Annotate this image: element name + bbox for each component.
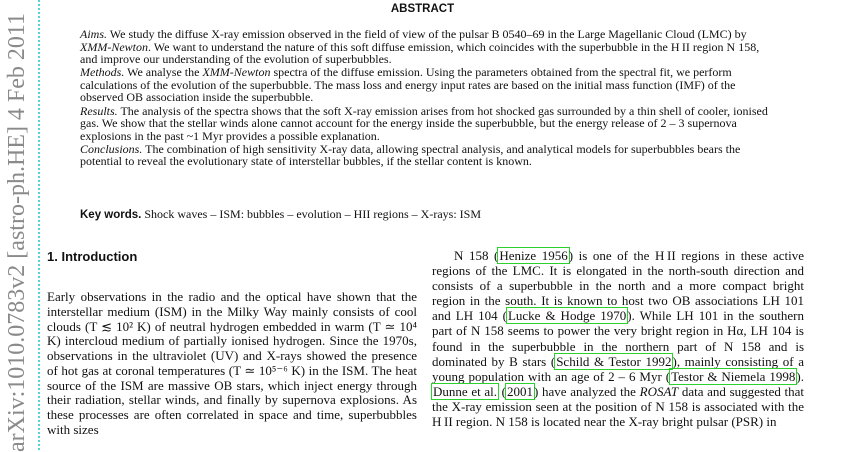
methods-text-2: spectra of the diffuse emission. Using the parameters obtained from the spectral fit, we perform calculations of the evolution of the superbubble. The mass loss and energy input rates are based on the initial mass function (IMF) of the observed OB association inside the superbubble. <box>80 65 736 105</box>
arxiv-id: arXiv:1010.0783v2 [astro-ph.HE] 4 Feb 2011 <box>4 12 30 452</box>
aims-label: Aims. <box>80 27 107 41</box>
abstract-body <box>80 28 770 169</box>
abstract-title: ABSTRACT <box>390 3 455 15</box>
citation-schild-testor-1992[interactable]: Schild & Testor 1992 <box>556 353 672 369</box>
citation-dunne-et-al[interactable]: Dunne et al. <box>433 383 498 399</box>
text-run: data and suggested that the X-ray emission seen at the position of N 158 is associated with the H II region. N 158 is located near the X-ray bright pulsar (PSR) in <box>432 383 805 430</box>
conclusions-text: The combination of high sensitivity X-ray data, allowing spectral analysis, and analytical models for superbubbles bears the potential to reveal the evolutionary state of interstellar bubbles, if the stellar content is known. <box>80 141 741 169</box>
intro-paragraph-1: Early observations in the radio and the optical have shown that the interstellar medium (ISM) in the Milky Way mainly consists of cool clouds (T ≲ 10² K) of neutral hydrogen embedded in warm (T ≃ 10⁴ K) intercloud medium of partially ionised hydrogen. Since the 1970s, observations in the ultraviolet (UV) and X-rays showed the presence of hot gas at coronal temperatures (T ≃ 10⁵⁻⁶ K) in the ISM. The heat source of the ISM are massive OB stars, which inject energy through their radiation, stellar winds, and finally by supernova explosions. As these processes are often correlated in space and time, superbubbles with sizes <box>47 289 417 437</box>
text-run: ), mainly consisting of a young population with an age of 2 – 6 Myr ( <box>432 353 804 384</box>
text-run: ). <box>796 368 804 384</box>
abstract-conclusions <box>80 143 770 168</box>
aims-telescope: XMM-Newton <box>80 39 148 54</box>
citation-henize-1956[interactable]: Henize 1956 <box>499 248 568 263</box>
aims-text: We study the diffuse X-ray emission observed in the field of view of the pulsar B 0540–69 in the Large Magellanic Cloud (LMC) by <box>107 27 747 41</box>
citation-lucke-hodge-1970[interactable]: Lucke & Hodge 1970 <box>507 308 627 324</box>
abstract-aims <box>80 28 770 66</box>
abstract-methods <box>80 66 770 104</box>
text-run: ( <box>498 383 507 399</box>
results-text: The analysis of the spectra shows that the soft X-ray emission arises from hot shocked gas surrounded by a thin shell of cooler, ionised gas. We show that the stellar winds alone cannot account for the energy inside the superbubble, but the energy release of 2 – 3 supernova explosions in the past ~1 Myr provides a possible explanation. <box>80 103 768 143</box>
methods-telescope: XMM-Newton <box>202 65 271 80</box>
conclusions-label: Conclusions. <box>80 141 143 156</box>
rosat-name: ROSAT <box>639 383 679 399</box>
intro-right-column <box>432 248 804 429</box>
citation-testor-niemela-1998[interactable]: Testor & Niemela 1998 <box>671 368 796 384</box>
keywords-text: Shock waves – ISM: bubbles – evolution – HII regions – X-rays: ISM <box>141 207 481 221</box>
keywords <box>80 207 770 222</box>
section-heading-introduction: 1. Introduction <box>47 249 138 264</box>
citation-dunne-2001-year[interactable]: 2001 <box>507 383 534 399</box>
intro-left-column <box>47 290 417 438</box>
methods-text: We analyse the <box>124 65 203 80</box>
keywords-label: Key words. <box>80 209 142 221</box>
intro-paragraph-n158 <box>432 248 804 429</box>
text-run: N 158 ( <box>454 248 499 263</box>
results-label: Results. <box>80 103 118 118</box>
aims-text-2: . We want to understand the nature of this soft diffuse emission, which coincides with the superbubble in the H II region N 158, and improve our understanding of the evolution of superbubbles. <box>80 39 760 67</box>
abstract-results <box>80 105 770 143</box>
margin-dotted-rule <box>38 0 40 450</box>
text-run: ). While LH 101 in the southern part of N 158 seems to power the very bright region in Hα, LH 104 is found in the superbubble in the northern part of N 158 and is dominated by B stars ( <box>432 308 804 369</box>
text-run: ) have analyzed the <box>534 383 640 399</box>
text-run: ) is one of the H II regions in these active regions of the LMC. It is elongated in the north-south direction and consists of a superbubble in the north and a more compact bright region in the south. It is known to host two OB associations LH 101 and LH 104 ( <box>432 248 805 324</box>
arxiv-margin-stamp <box>2 0 32 450</box>
methods-label: Methods. <box>80 65 125 80</box>
